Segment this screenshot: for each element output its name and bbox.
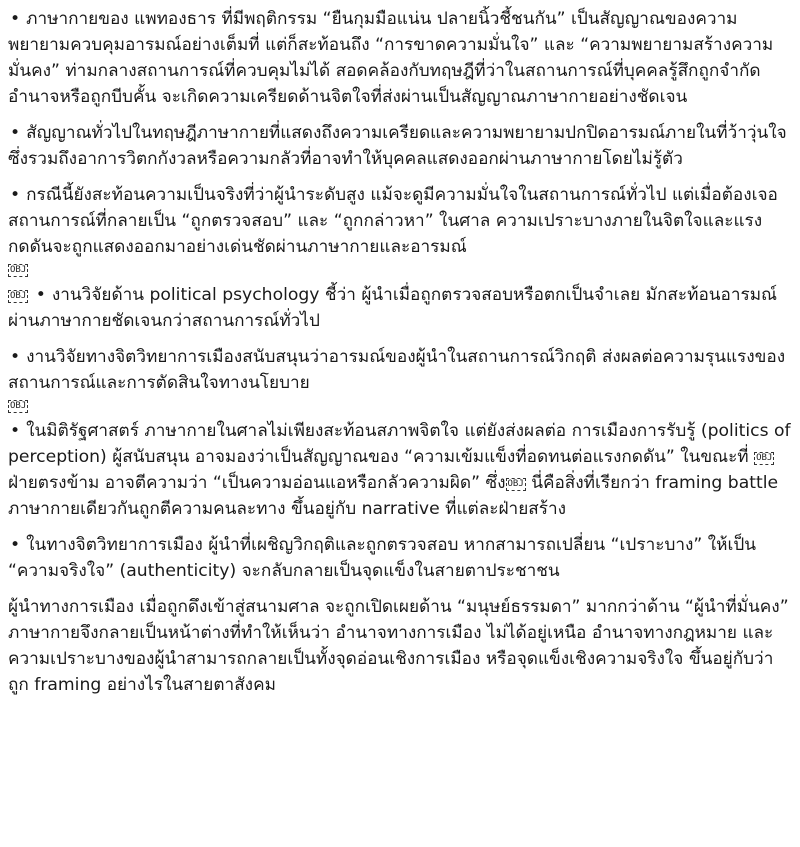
paragraph-text: ฝ่ายตรงข้าม อาจตีความว่า “เป็นความอ่อนแอหรือกลัวความผิด” ซึ่ง <box>8 473 506 493</box>
paragraph-7 <box>8 532 792 584</box>
paragraph-2 <box>8 120 792 172</box>
bullet-marker: • <box>10 347 21 367</box>
bullet-marker: • <box>10 185 21 205</box>
object-placeholder-icon: OBJ <box>507 479 524 489</box>
paragraph-text: ในมิติรัฐศาสตร์ ภาษากายในศาลไม่เพียงสะท้อนสภาพจิตใจ แต่ยังส่งผลต่อ การเมืองการรับรู้ (politics of perception) ผู้สนับสนุน อาจมองว่าเป็นสัญญาณของ “ความเข้มแข็งที่อดทนต่อแรงกดดัน” ในขณะที่ <box>8 421 791 467</box>
paragraph-3 <box>8 182 792 260</box>
object-placeholder-icon: OBJ <box>756 453 773 463</box>
paragraph-4 <box>8 282 792 334</box>
paragraph-5 <box>8 344 792 396</box>
paragraph-6 <box>8 418 792 522</box>
paragraph-text: ในทางจิตวิทยาการเมือง ผู้นำที่เผชิญวิกฤติและถูกตรวจสอบ หากสามารถเปลี่ยน “เปราะบาง” ให้เป็น “ความจริงใจ” (authenticity) จะกลับกลายเป็นจุดแข็งในสายตาประชาชน <box>8 535 757 581</box>
bullet-marker: • <box>35 285 46 305</box>
bullet-marker: • <box>10 535 21 555</box>
paragraph-text: ภาษากายของ แพทองธาร ที่มีพฤติกรรม “ยืนกุมมือแน่น ปลายนิ้วชี้ชนกัน” เป็นสัญญาณของความพยายามควบคุมอารมณ์อย่างเต็มที่ แต่ก็สะท้อนถึง “การขาดความมั่นใจ” และ “ความพยายามสร้างความมั่นคง” ท่ามกลางสถานการณ์ที่ควบคุมไม่ได้ สอดคล้องกับทฤษฎีที่ว่าในสถานการณ์ที่บุคคลรู้สึกถูกจำกัดอำนาจหรือถูกบีบคั้น จะเกิดความเครียดด้านจิตใจที่ส่งผ่านเป็นสัญญาณภาษากายอย่างชัดเจน <box>8 9 774 107</box>
paragraph-text: กรณีนี้ยังสะท้อนความเป็นจริงที่ว่าผู้นำระดับสูง แม้จะดูมีความมั่นใจในสถานการณ์ทั่วไป แต่เมื่อต้องเจอสถานการณ์ที่กลายเป็น “ถูกตรวจสอบ” และ “ถูกกล่าวหา” ในศาล ความเปราะบางภายในจิตใจและแรงกดดันจะถูกแสดงออกมาอย่างเด่นชัดผ่านภาษากายและอารมณ์ <box>8 185 778 257</box>
bullet-marker: • <box>10 123 21 143</box>
bullet-marker: • <box>10 9 21 29</box>
object-placeholder-icon: OBJ <box>10 291 27 301</box>
paragraph-text: นี่คือสิ่งที่เรียกว่า framing battle ภาษากายเดียวกันถูกตีความคนละทาง ขึ้นอยู่กับ narrative ที่แต่ละฝ่ายสร้าง <box>8 473 779 519</box>
object-placeholder-line <box>8 396 792 414</box>
object-placeholder-icon: OBJ <box>10 401 27 411</box>
paragraph-text: งานวิจัยด้าน political psychology ชี้ว่า ผู้นำเมื่อถูกตรวจสอบหรือตกเป็นจำเลย มักสะท้อนอารมณ์ผ่านภาษากายชัดเจนกว่าสถานการณ์ทั่วไป <box>8 285 777 331</box>
bullet-marker: • <box>10 421 21 441</box>
paragraph-text: ผู้นำทางการเมือง เมื่อถูกดึงเข้าสู่สนามศาล จะถูกเปิดเผยด้าน “มนุษย์ธรรมดา” มากกว่าด้าน “ผู้นำที่มั่นคง” ภาษากายจึงกลายเป็นหน้าต่างที่ทำให้เห็นว่า อำนาจทางการเมือง ไม่ได้อยู่เหนือ อำนาจทางกฎหมาย และความเปราะบางของผู้นำสามารถกลายเป็นทั้งจุดอ่อนเชิงการเมือง หรือจุดแข็งเชิงความจริงใจ ขึ้นอยู่กับว่าถูก framing อย่างไรในสายตาสังคม <box>8 597 789 695</box>
object-placeholder-line <box>8 260 792 278</box>
paragraph-text: งานวิจัยทางจิตวิทยาการเมืองสนับสนุนว่าอารมณ์ของผู้นำในสถานการณ์วิกฤติ ส่งผลต่อความรุนแรงของสถานการณ์และการตัดสินใจทางนโยบาย <box>8 347 786 393</box>
paragraph-8 <box>8 594 792 698</box>
paragraph-text: สัญญาณทั่วไปในทฤษฎีภาษากายที่แสดงถึงความเครียดและความพยายามปกปิดอารมณ์ภายในที่ว้าวุ่นใจ ซึ่งรวมถึงอาการวิตกกังวลหรือความกลัวที่อาจทำให้บุคคลแสดงออกผ่านภาษากายโดยไม่รู้ตัว <box>8 123 787 169</box>
paragraph-1 <box>8 6 792 110</box>
object-placeholder-icon: OBJ <box>10 265 27 275</box>
